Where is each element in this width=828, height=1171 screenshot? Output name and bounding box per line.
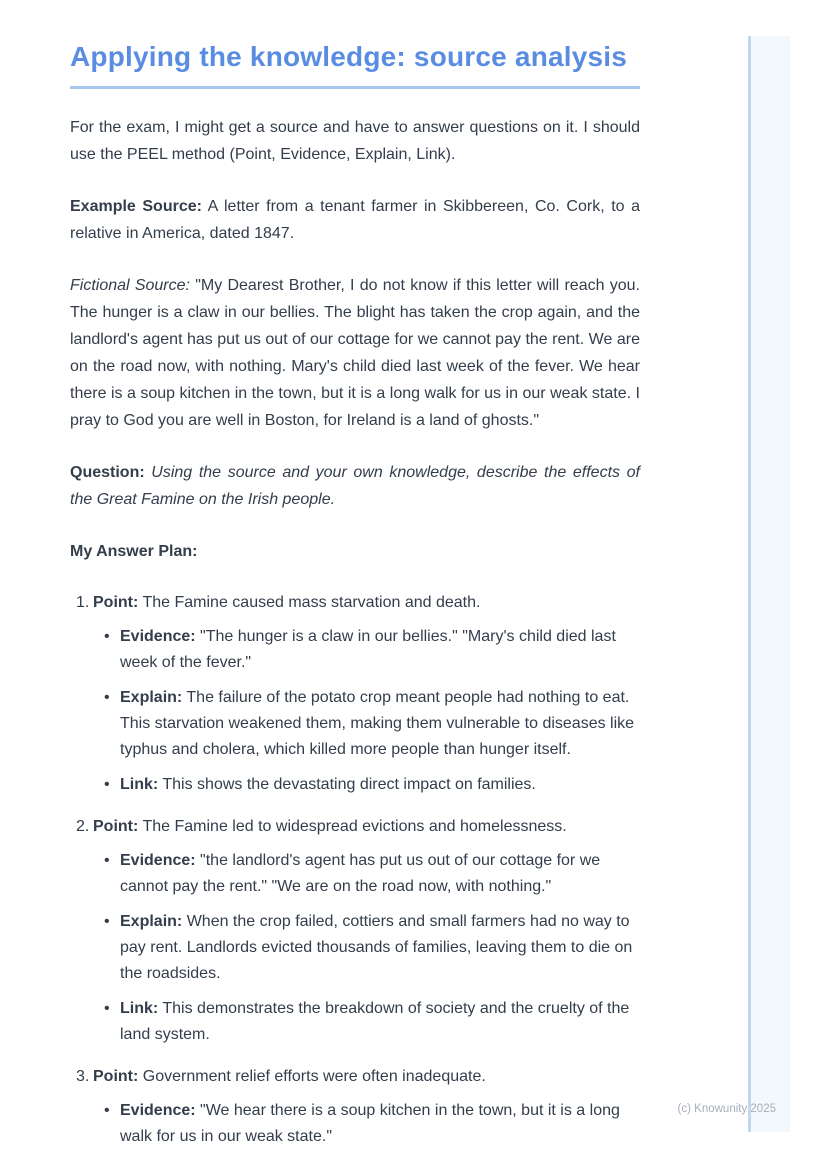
bullet-label: Evidence: (120, 628, 196, 645)
plan-item-body (93, 590, 640, 798)
bullet-evidence (104, 1098, 640, 1150)
peel-bullet-list (93, 624, 640, 798)
bullet-label: Link: (120, 1000, 159, 1017)
point-label: Point: (93, 818, 139, 835)
page-title: Applying the knowledge: source analysis (70, 40, 640, 89)
intro-text: For the exam, I might get a source and have to answer questions on it. I should use the PEEL method (Point, Evidence, Explain, Link). (70, 119, 640, 163)
plan-item-3 (70, 1064, 640, 1150)
plan-item-body (93, 814, 640, 1048)
bullet-explain (104, 909, 640, 987)
bullet-explain (104, 685, 640, 763)
bullet-evidence (104, 848, 640, 900)
example-source-label: Example Source: (70, 198, 202, 215)
peel-bullet-list (93, 1098, 640, 1150)
point-label: Point: (93, 1068, 139, 1085)
bullet-text: "We hear there is a soup kitchen in the town, but it is a long walk for us in our weak state." (120, 1102, 620, 1145)
fictional-source-text: "My Dearest Brother, I do not know if this letter will reach you. The hunger is a claw in our bellies. The blight has taken the crop again, and the landlord's agent has put us out of our cottage for we cannot pay the rent. We are on the road now, with nothing. Mary's child died last week of the fever. We hear there is a soup kitchen in the town, but it is a long walk for us in our weak state. I pray to God you are well in Boston, for Ireland is a land of ghosts." (70, 277, 640, 429)
bullet-label: Link: (120, 776, 159, 793)
bullet-text: "the landlord's agent has put us out of our cottage for we cannot pay the rent." "We are on the road now, with nothing." (120, 852, 601, 895)
bullet-label: Explain: (120, 913, 183, 930)
bullet-text: The failure of the potato crop meant people had nothing to eat. This starvation weakened them, making them vulnerable to diseases like typhus and cholera, which killed more people than hunger itself. (120, 689, 635, 758)
point-text: Government relief efforts were often inadequate. (142, 1068, 486, 1085)
answer-plan-heading: My Answer Plan: (70, 543, 198, 560)
plan-item-body (93, 1064, 640, 1150)
point-text: The Famine led to widespread evictions and homelessness. (142, 818, 567, 835)
plan-item-2 (70, 814, 640, 1048)
example-source-paragraph (70, 193, 640, 247)
fictional-source-label: Fictional Source: (70, 277, 190, 294)
fictional-source-paragraph (70, 272, 640, 434)
bullet-label: Explain: (120, 689, 183, 706)
answer-plan-list (70, 590, 640, 1150)
question-paragraph (70, 459, 640, 513)
point-text: The Famine caused mass starvation and death. (142, 594, 481, 611)
point-line (93, 590, 640, 616)
plan-item-number: 1. (76, 594, 90, 611)
intro-paragraph (70, 114, 640, 168)
question-text: Using the source and your own knowledge, describe the effects of the Great Famine on the Irish people. (70, 464, 640, 508)
bullet-link (104, 772, 640, 798)
question-label: Question: (70, 464, 145, 481)
bullet-text: When the crop failed, cottiers and small farmers had no way to pay rent. Landlords evicted thousands of families, leaving them to die on the roadsides. (120, 913, 633, 982)
page-margin-band (748, 36, 790, 1132)
point-line (93, 814, 640, 840)
plan-item-number: 3. (76, 1068, 90, 1085)
point-label: Point: (93, 594, 139, 611)
example-source-text: A letter from a tenant farmer in Skibbereen, Co. Cork, to a relative in America, dated 1847. (70, 198, 641, 242)
document-page (70, 40, 640, 1150)
bullet-text: This shows the devastating direct impact on families. (162, 776, 536, 793)
bullet-label: Evidence: (120, 852, 196, 869)
plan-item-number: 2. (76, 818, 90, 835)
copyright-footer: (c) Knowunity 2025 (677, 1103, 776, 1115)
bullet-text: "The hunger is a claw in our bellies." "Mary's child died last week of the fever." (120, 628, 616, 671)
point-line (93, 1064, 640, 1090)
bullet-label: Evidence: (120, 1102, 196, 1119)
bullet-text: This demonstrates the breakdown of society and the cruelty of the land system. (120, 1000, 630, 1043)
plan-item-1 (70, 590, 640, 798)
bullet-evidence (104, 624, 640, 676)
bullet-link (104, 996, 640, 1048)
peel-bullet-list (93, 848, 640, 1048)
